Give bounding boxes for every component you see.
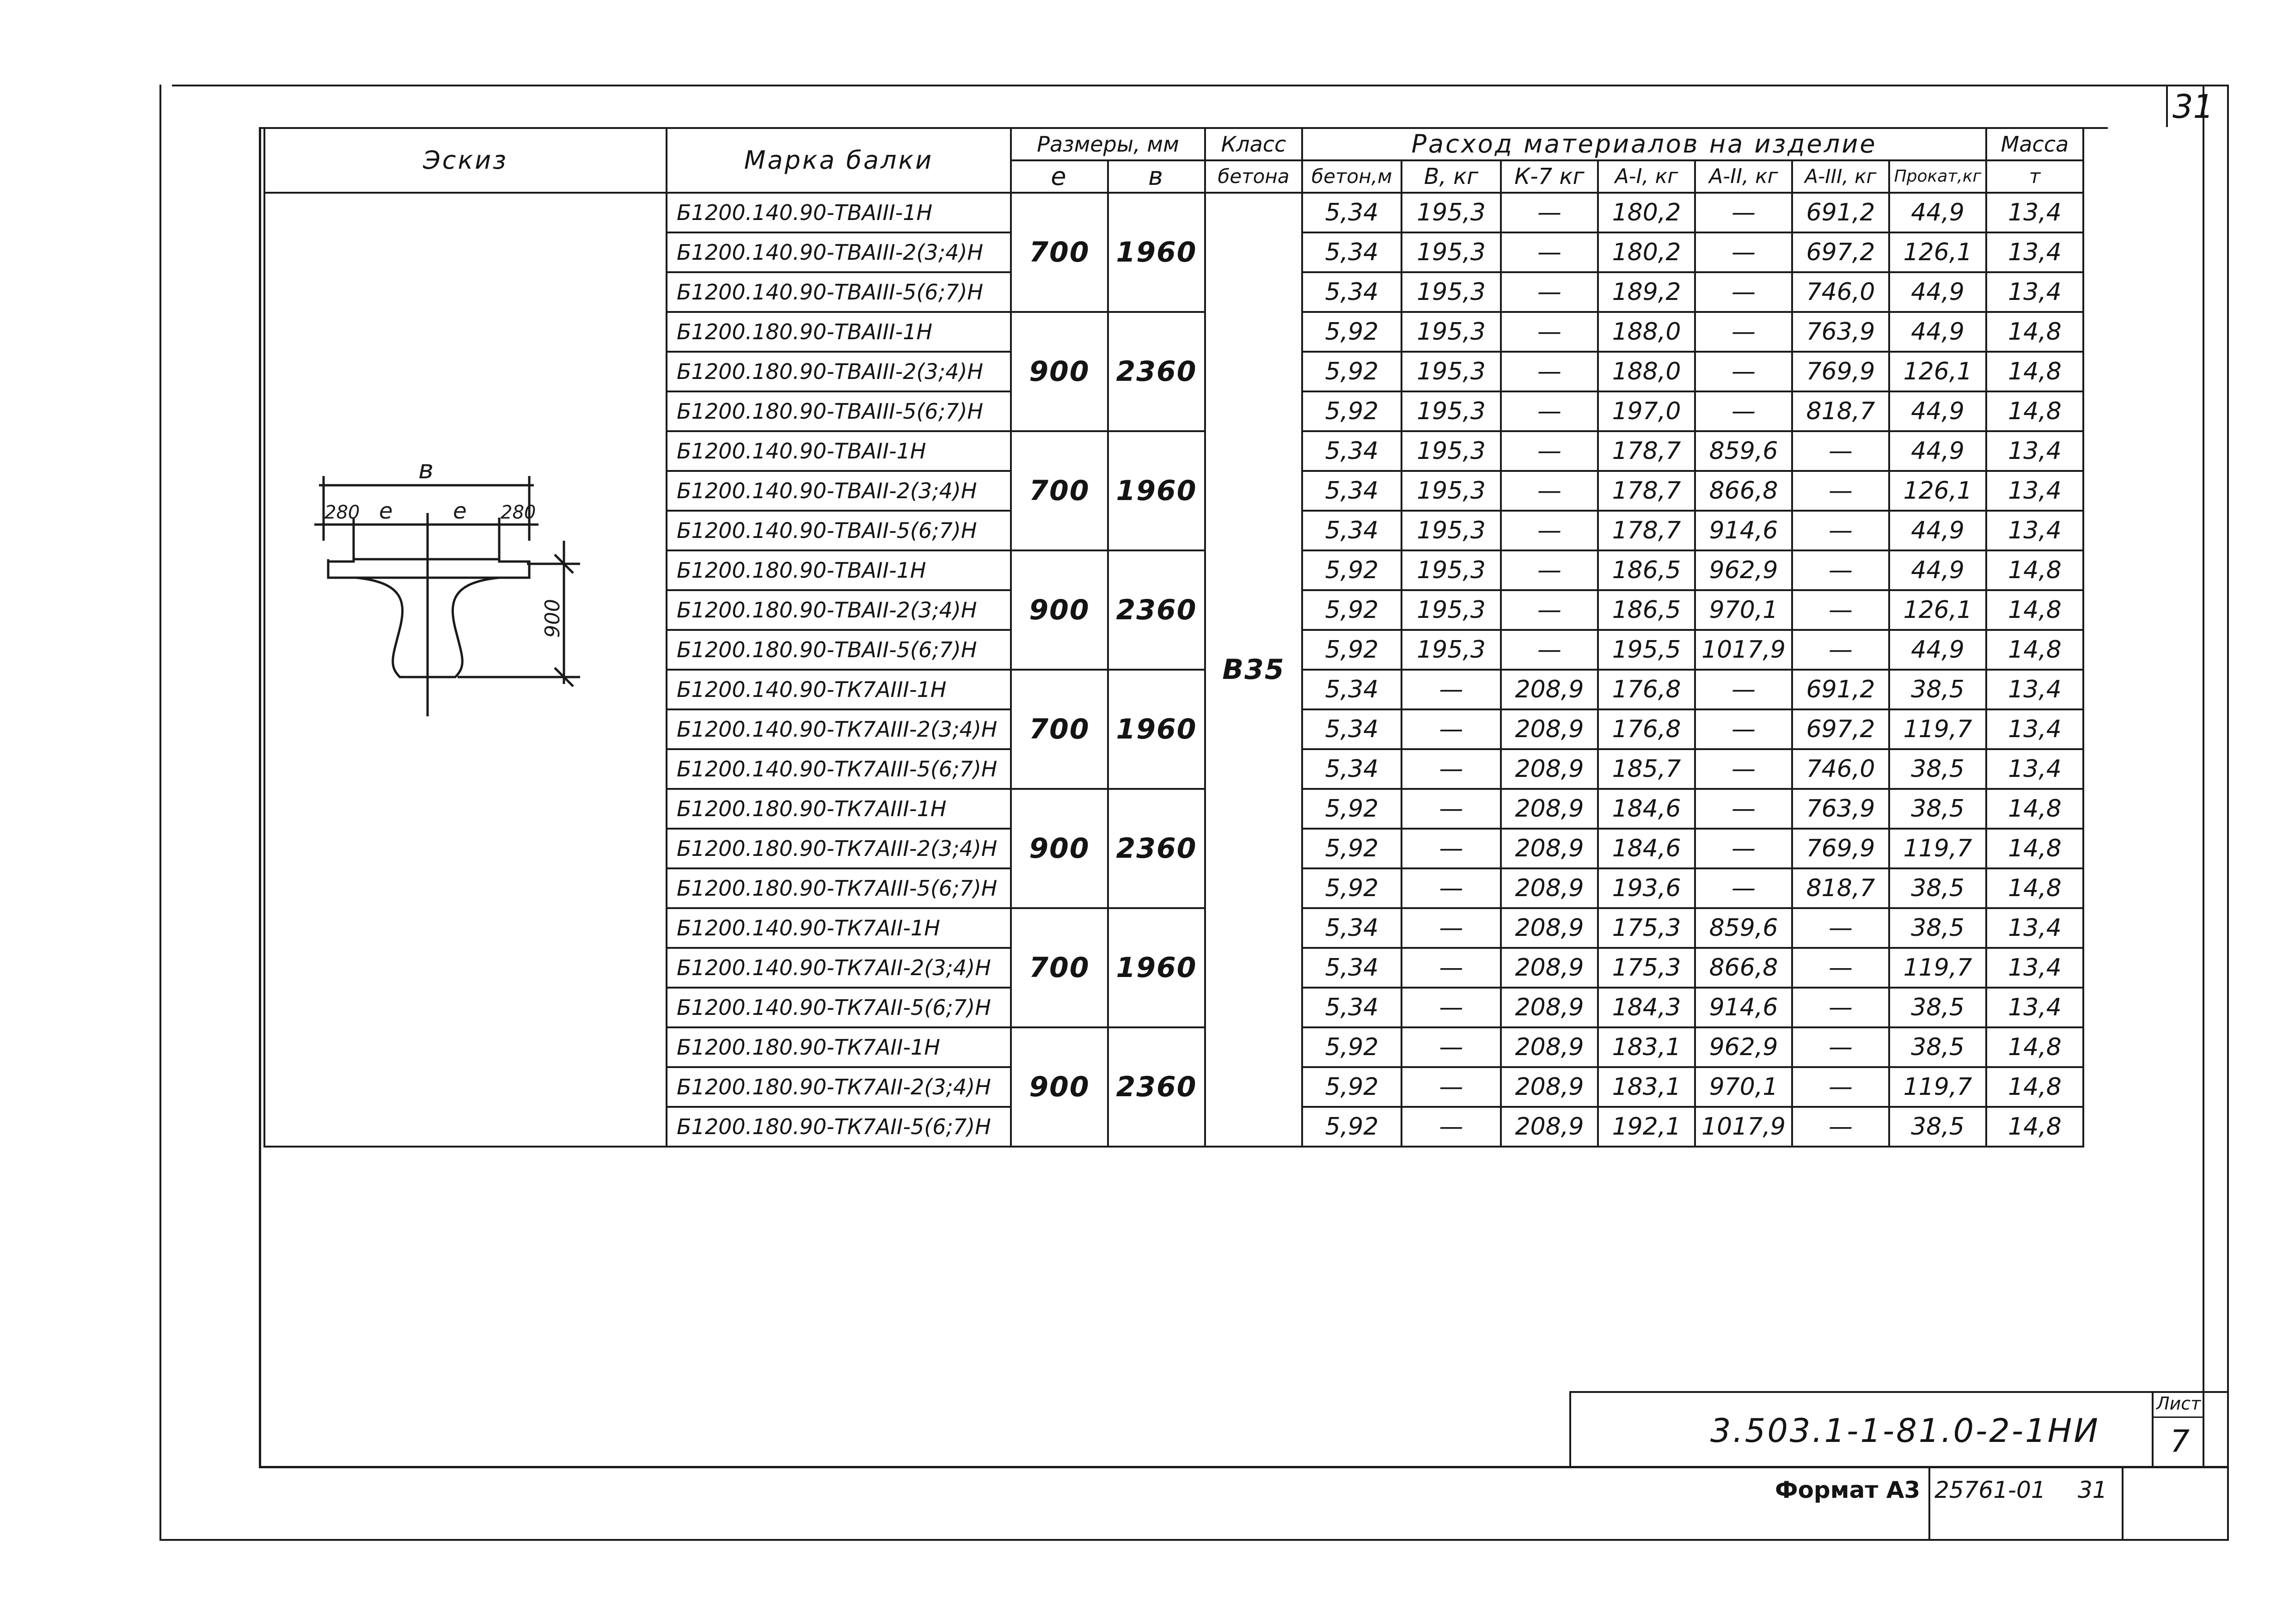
dim-l-value: 900 [1011,550,1108,670]
a2-kg-value: 866,8 [1695,948,1792,988]
sketch-label-l-left: е [379,498,393,524]
k7-kg-value: 208,9 [1501,948,1598,988]
k7-kg-value: 208,9 [1501,829,1598,868]
beam-mark: Б1200.180.90-ТВАIII-5(6;7)Н [667,391,1011,431]
concrete-volume: 5,34 [1302,709,1401,749]
format-label: Формат А3 [1775,1477,1921,1503]
document-code: 3.503.1-1-81.0-2-1НИ [1710,1412,2100,1450]
a2-kg-value: 962,9 [1695,550,1792,590]
b-kg-value: — [1401,1067,1501,1107]
a1-kg-value: 188,0 [1598,312,1695,352]
sketch-label-b: в [418,455,434,485]
k7-kg-value: — [1501,431,1598,471]
concrete-volume: 5,34 [1302,948,1401,988]
rolled-kg-value: 44,9 [1889,431,1986,471]
k7-kg-value: 208,9 [1501,709,1598,749]
a2-kg-value: — [1695,829,1792,868]
a3-kg-value: 769,9 [1792,829,1889,868]
a1-kg-value: 183,1 [1598,1027,1695,1067]
mass-value: 14,8 [1986,352,2083,391]
concrete-volume: 5,34 [1302,431,1401,471]
header-rolled-kg: Прокат,кг [1889,160,1986,193]
sheet-number: 7 [2170,1423,2190,1459]
mass-value: 14,8 [1986,630,2083,670]
footer-page: 31 [2078,1477,2107,1503]
rolled-kg-value: 38,5 [1889,670,1986,709]
k7-kg-value: — [1501,391,1598,431]
beam-mark: Б1200.140.90-ТВАIII-2(3;4)Н [667,232,1011,272]
title-block-left [1569,1391,1571,1467]
a2-kg-value: 970,1 [1695,590,1792,630]
concrete-class-value: В35 [1205,193,1302,1147]
mass-value: 14,8 [1986,590,2083,630]
rolled-kg-value: 119,7 [1889,829,1986,868]
rolled-kg-value: 44,9 [1889,550,1986,590]
rolled-kg-value: 44,9 [1889,312,1986,352]
mass-value: 14,8 [1986,1067,2083,1107]
header-sketch: Эскиз [264,128,667,193]
k7-kg-value: — [1501,193,1598,232]
a3-kg-value: — [1792,1107,1889,1147]
beam-mark: Б1200.140.90-ТВАIII-1Н [667,193,1011,232]
mass-value: 13,4 [1986,709,2083,749]
rolled-kg-value: 119,7 [1889,709,1986,749]
a1-kg-value: 192,1 [1598,1107,1695,1147]
b-kg-value: 195,3 [1401,471,1501,511]
sketch-label-height: 900 [541,599,564,638]
dim-l-value: 700 [1011,908,1108,1027]
a1-kg-value: 184,6 [1598,789,1695,829]
a1-kg-value: 186,5 [1598,550,1695,590]
rolled-kg-value: 126,1 [1889,471,1986,511]
a1-kg-value: 184,6 [1598,829,1695,868]
beam-mark: Б1200.140.90-ТК7АIII-1Н [667,670,1011,709]
a2-kg-value: 859,6 [1695,908,1792,948]
beam-mark: Б1200.140.90-ТВАII-2(3;4)Н [667,471,1011,511]
a2-kg-value: 962,9 [1695,1027,1792,1067]
concrete-volume: 5,92 [1302,789,1401,829]
mass-value: 14,8 [1986,312,2083,352]
dim-l-value: 700 [1011,431,1108,550]
k7-kg-value: — [1501,511,1598,550]
header-concrete-class: Класс [1205,128,1302,160]
beam-mark: Б1200.140.90-ТК7АII-2(3;4)Н [667,948,1011,988]
header-a2-kg: А-II, кг [1695,160,1792,193]
outer-frame-top [172,85,2229,86]
header-dimensions: Размеры, мм [1011,128,1205,160]
dim-l-value: 900 [1011,789,1108,908]
dim-b-value: 1960 [1108,431,1205,550]
concrete-volume: 5,34 [1302,471,1401,511]
concrete-volume: 5,92 [1302,1067,1401,1107]
a2-kg-value: — [1695,670,1792,709]
concrete-volume: 5,92 [1302,868,1401,908]
dim-l-value: 700 [1011,193,1108,312]
concrete-volume: 5,34 [1302,232,1401,272]
a2-kg-value: — [1695,868,1792,908]
a3-kg-value: — [1792,550,1889,590]
dim-b-value: 1960 [1108,908,1205,1027]
a2-kg-value: — [1695,749,1792,789]
table-row [264,193,2083,232]
dim-b-value: 1960 [1108,193,1205,312]
rolled-kg-value: 126,1 [1889,352,1986,391]
a2-kg-value: 914,6 [1695,511,1792,550]
rolled-kg-value: 119,7 [1889,1067,1986,1107]
a3-kg-value: — [1792,948,1889,988]
b-kg-value: — [1401,1107,1501,1147]
b-kg-value: — [1401,789,1501,829]
outer-frame-bottom [159,1539,2229,1541]
concrete-volume: 5,34 [1302,511,1401,550]
outer-frame-right [2227,85,2229,1540]
concrete-volume: 5,92 [1302,829,1401,868]
a3-kg-value: 691,2 [1792,193,1889,232]
a1-kg-value: 176,8 [1598,670,1695,709]
rolled-kg-value: 38,5 [1889,789,1986,829]
a2-kg-value: 859,6 [1695,431,1792,471]
rolled-kg-value: 44,9 [1889,193,1986,232]
rolled-kg-value: 44,9 [1889,630,1986,670]
rolled-kg-value: 119,7 [1889,948,1986,988]
mass-value: 13,4 [1986,272,2083,312]
a3-kg-value: 746,0 [1792,749,1889,789]
b-kg-value: 195,3 [1401,272,1501,312]
b-kg-value: 195,3 [1401,193,1501,232]
a3-kg-value: — [1792,511,1889,550]
b-kg-value: — [1401,670,1501,709]
beam-mark: Б1200.180.90-ТВАII-5(6;7)Н [667,630,1011,670]
concrete-volume: 5,34 [1302,272,1401,312]
a2-kg-value: — [1695,789,1792,829]
a3-kg-value: 697,2 [1792,232,1889,272]
title-block-divider [2152,1391,2154,1467]
b-kg-value: 195,3 [1401,352,1501,391]
mass-value: 13,4 [1986,908,2083,948]
header-a3-kg: А-III, кг [1792,160,1889,193]
beam-mark: Б1200.180.90-ТК7АIII-2(3;4)Н [667,829,1011,868]
beam-cross-section-sketch [296,444,610,739]
beam-mark: Б1200.180.90-ТВАIII-1Н [667,312,1011,352]
beam-mark: Б1200.180.90-ТК7АII-2(3;4)Н [667,1067,1011,1107]
mass-value: 13,4 [1986,232,2083,272]
concrete-volume: 5,92 [1302,391,1401,431]
beam-mark: Б1200.180.90-ТВАII-1Н [667,550,1011,590]
k7-kg-value: — [1501,272,1598,312]
b-kg-value: — [1401,749,1501,789]
dim-b-value: 2360 [1108,550,1205,670]
mass-value: 13,4 [1986,511,2083,550]
sketch-label-280-right: 280 [501,502,536,523]
k7-kg-value: — [1501,590,1598,630]
title-block-sheet-line [2152,1416,2203,1418]
a1-kg-value: 185,7 [1598,749,1695,789]
b-kg-value: 195,3 [1401,550,1501,590]
header-concrete-class-2: бетона [1205,160,1302,193]
beam-mark: Б1200.180.90-ТВАIII-2(3;4)Н [667,352,1011,391]
a2-kg-value: — [1695,232,1792,272]
sketch-label-l-right: е [453,498,467,524]
a3-kg-value: — [1792,590,1889,630]
k7-kg-value: 208,9 [1501,789,1598,829]
beam-mark: Б1200.180.90-ТК7АII-1Н [667,1027,1011,1067]
a1-kg-value: 180,2 [1598,232,1695,272]
beam-mark: Б1200.180.90-ТК7АIII-5(6;7)Н [667,868,1011,908]
b-kg-value: 195,3 [1401,590,1501,630]
k7-kg-value: — [1501,630,1598,670]
b-kg-value: 195,3 [1401,312,1501,352]
mass-value: 14,8 [1986,829,2083,868]
a2-kg-value: 1017,9 [1695,1107,1792,1147]
b-kg-value: — [1401,948,1501,988]
inner-frame-bottom [259,1466,2228,1468]
concrete-volume: 5,34 [1302,193,1401,232]
a1-kg-value: 188,0 [1598,352,1695,391]
concrete-volume: 5,92 [1302,312,1401,352]
mass-value: 14,8 [1986,868,2083,908]
b-kg-value: — [1401,988,1501,1027]
sheet-label: Лист [2156,1393,2201,1414]
a1-kg-value: 189,2 [1598,272,1695,312]
mass-value: 13,4 [1986,193,2083,232]
concrete-volume: 5,92 [1302,630,1401,670]
mass-value: 13,4 [1986,749,2083,789]
sketch-label-280-left: 280 [324,502,360,523]
beam-mark: Б1200.140.90-ТВАII-1Н [667,431,1011,471]
k7-kg-value: 208,9 [1501,908,1598,948]
k7-kg-value: — [1501,352,1598,391]
mass-value: 14,8 [1986,391,2083,431]
header-k7-kg: К-7 кг [1501,160,1598,193]
k7-kg-value: — [1501,232,1598,272]
beam-mark: Б1200.140.90-ТК7АIII-5(6;7)Н [667,749,1011,789]
header-consumption: Расход материалов на изделие [1302,128,1986,160]
header-mass-unit: т [1986,160,2083,193]
mass-value: 13,4 [1986,431,2083,471]
a2-kg-value: — [1695,352,1792,391]
concrete-volume: 5,92 [1302,352,1401,391]
a3-kg-value: — [1792,630,1889,670]
rolled-kg-value: 44,9 [1889,391,1986,431]
dim-l-value: 900 [1011,312,1108,431]
footer-divider-2 [2122,1467,2124,1539]
a3-kg-value: — [1792,1027,1889,1067]
a2-kg-value: — [1695,193,1792,232]
k7-kg-value: 208,9 [1501,1027,1598,1067]
beam-mark: Б1200.180.90-ТК7АIII-1Н [667,789,1011,829]
a1-kg-value: 183,1 [1598,1067,1695,1107]
a3-kg-value: — [1792,431,1889,471]
a1-kg-value: 193,6 [1598,868,1695,908]
concrete-volume: 5,34 [1302,988,1401,1027]
a2-kg-value: — [1695,709,1792,749]
dim-b-value: 2360 [1108,789,1205,908]
a2-kg-value: 970,1 [1695,1067,1792,1107]
a2-kg-value: — [1695,312,1792,352]
a1-kg-value: 186,5 [1598,590,1695,630]
a3-kg-value: 763,9 [1792,789,1889,829]
mass-value: 13,4 [1986,948,2083,988]
beam-mark: Б1200.180.90-ТВАII-2(3;4)Н [667,590,1011,630]
rolled-kg-value: 38,5 [1889,1027,1986,1067]
b-kg-value: — [1401,868,1501,908]
a3-kg-value: 746,0 [1792,272,1889,312]
a1-kg-value: 180,2 [1598,193,1695,232]
a2-kg-value: 866,8 [1695,471,1792,511]
rolled-kg-value: 38,5 [1889,988,1986,1027]
k7-kg-value: — [1501,550,1598,590]
beam-mark: Б1200.140.90-ТК7АIII-2(3;4)Н [667,709,1011,749]
dim-b-value: 1960 [1108,670,1205,789]
a3-kg-value: — [1792,1067,1889,1107]
rolled-kg-value: 38,5 [1889,749,1986,789]
dim-l-value: 900 [1011,1027,1108,1147]
concrete-volume: 5,92 [1302,1027,1401,1067]
a1-kg-value: 175,3 [1598,908,1695,948]
k7-kg-value: 208,9 [1501,1067,1598,1107]
mass-value: 14,8 [1986,789,2083,829]
b-kg-value: — [1401,1027,1501,1067]
header-mark: Марка балки [667,128,1011,193]
dim-b-value: 2360 [1108,1027,1205,1147]
beam-mark: Б1200.180.90-ТК7АII-5(6;7)Н [667,1107,1011,1147]
a3-kg-value: 691,2 [1792,670,1889,709]
a1-kg-value: 178,7 [1598,471,1695,511]
corner-box-left [2166,85,2168,127]
inner-frame-right [2203,85,2204,1468]
mass-value: 14,8 [1986,1107,2083,1147]
header-dim-l: е [1011,160,1108,193]
b-kg-value: — [1401,829,1501,868]
a1-kg-value: 176,8 [1598,709,1695,749]
rolled-kg-value: 44,9 [1889,272,1986,312]
b-kg-value: 195,3 [1401,232,1501,272]
a3-kg-value: 818,7 [1792,868,1889,908]
concrete-volume: 5,34 [1302,908,1401,948]
inner-frame-left [259,127,261,1467]
mass-value: 14,8 [1986,550,2083,590]
b-kg-value: — [1401,709,1501,749]
dim-l-value: 700 [1011,670,1108,789]
header-dim-b: в [1108,160,1205,193]
beam-mark: Б1200.140.90-ТВАII-5(6;7)Н [667,511,1011,550]
mass-value: 13,4 [1986,670,2083,709]
k7-kg-value: 208,9 [1501,868,1598,908]
a2-kg-value: — [1695,272,1792,312]
a3-kg-value: 697,2 [1792,709,1889,749]
header-concrete: бетон,м [1302,160,1401,193]
k7-kg-value: — [1501,471,1598,511]
rolled-kg-value: 126,1 [1889,232,1986,272]
concrete-volume: 5,92 [1302,550,1401,590]
beam-mark: Б1200.140.90-ТК7АII-5(6;7)Н [667,988,1011,1027]
a3-kg-value: 769,9 [1792,352,1889,391]
a1-kg-value: 178,7 [1598,511,1695,550]
a2-kg-value: — [1695,391,1792,431]
mass-value: 14,8 [1986,1027,2083,1067]
archive-number: 25761-01 [1934,1477,2046,1503]
rolled-kg-value: 44,9 [1889,511,1986,550]
b-kg-value: 195,3 [1401,431,1501,471]
k7-kg-value: 208,9 [1501,749,1598,789]
beam-mark: Б1200.140.90-ТВАIII-5(6;7)Н [667,272,1011,312]
a1-kg-value: 175,3 [1598,948,1695,988]
corner-sheet-number: 31 [2173,88,2214,126]
rolled-kg-value: 38,5 [1889,908,1986,948]
header-a1-kg: А-I, кг [1598,160,1695,193]
mass-value: 13,4 [1986,988,2083,1027]
footer-divider-1 [1928,1467,1930,1539]
a3-kg-value: — [1792,471,1889,511]
title-block-top [1569,1391,2228,1393]
a3-kg-value: 763,9 [1792,312,1889,352]
rolled-kg-value: 38,5 [1889,868,1986,908]
a3-kg-value: 818,7 [1792,391,1889,431]
a1-kg-value: 184,3 [1598,988,1695,1027]
b-kg-value: — [1401,908,1501,948]
a3-kg-value: — [1792,908,1889,948]
a1-kg-value: 195,5 [1598,630,1695,670]
a2-kg-value: 1017,9 [1695,630,1792,670]
concrete-volume: 5,92 [1302,590,1401,630]
header-mass: Масса [1986,128,2083,160]
a1-kg-value: 178,7 [1598,431,1695,471]
dim-b-value: 2360 [1108,312,1205,431]
a2-kg-value: 914,6 [1695,988,1792,1027]
b-kg-value: 195,3 [1401,391,1501,431]
rolled-kg-value: 38,5 [1889,1107,1986,1147]
concrete-volume: 5,34 [1302,749,1401,789]
b-kg-value: 195,3 [1401,511,1501,550]
header-b-kg: В, кг [1401,160,1501,193]
outer-frame-left [159,85,161,1540]
concrete-volume: 5,92 [1302,1107,1401,1147]
k7-kg-value: 208,9 [1501,988,1598,1027]
k7-kg-value: 208,9 [1501,670,1598,709]
a3-kg-value: — [1792,988,1889,1027]
b-kg-value: 195,3 [1401,630,1501,670]
concrete-volume: 5,34 [1302,670,1401,709]
mass-value: 13,4 [1986,471,2083,511]
k7-kg-value: 208,9 [1501,1107,1598,1147]
rolled-kg-value: 126,1 [1889,590,1986,630]
k7-kg-value: — [1501,312,1598,352]
a1-kg-value: 197,0 [1598,391,1695,431]
beam-mark: Б1200.140.90-ТК7АII-1Н [667,908,1011,948]
